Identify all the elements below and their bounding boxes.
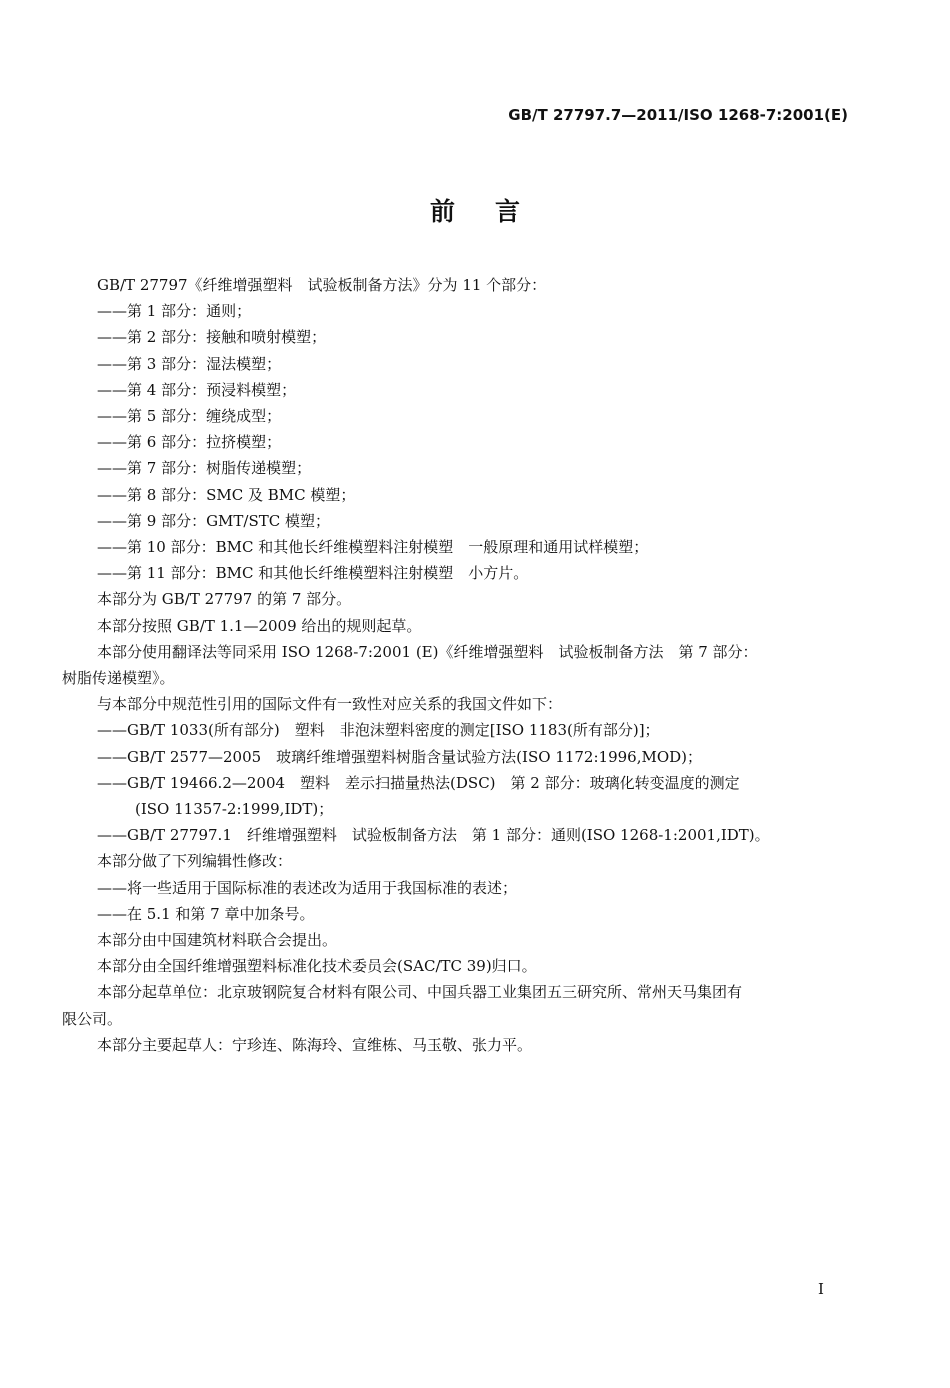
list-item: ——GB/T 19466.2—2004 塑料 差示扫描量热法(DSC) 第 2 部分：玻璃化转变温度的测定 bbox=[97, 773, 740, 792]
list-item: ——第 2 部分：接触和喷射模塑； bbox=[97, 328, 327, 347]
paragraph: 本部分由全国纤维增强塑料标准化技术委员会(SAC/TC 39)归口。 bbox=[97, 957, 537, 976]
list-item: ——第 4 部分：预浸料模塑； bbox=[97, 380, 297, 399]
list-item: ——第 3 部分：湿法模塑； bbox=[97, 354, 282, 373]
paragraph-continuation: 限公司。 bbox=[62, 1009, 123, 1028]
paragraph: 本部分由中国建筑材料联合会提出。 bbox=[97, 931, 338, 950]
standard-code-header: GB/T 27797.7—2011/ISO 1268-7:2001(E) bbox=[508, 106, 848, 124]
list-item-continuation: (ISO 11357-2:1999,IDT)； bbox=[135, 800, 334, 819]
list-item: ——第 1 部分：通则； bbox=[97, 302, 252, 321]
list-item: ——GB/T 1033(所有部分) 塑料 非泡沫塑料密度的测定[ISO 1183(所有部分)]； bbox=[97, 721, 660, 740]
page-number: I bbox=[818, 1280, 824, 1298]
list-item: ——第 11 部分：BMC 和其他长纤维模塑料注射模塑 小方片。 bbox=[97, 564, 529, 583]
paragraph: 本部分做了下列编辑性修改： bbox=[97, 852, 293, 871]
list-item: ——第 10 部分：BMC 和其他长纤维模塑料注射模塑 一般原理和通用试样模塑； bbox=[97, 538, 649, 557]
paragraph: 本部分为 GB/T 27797 的第 7 部分。 bbox=[97, 590, 352, 609]
list-item: ——第 5 部分：缠绕成型； bbox=[97, 407, 282, 426]
paragraph: 与本部分中规范性引用的国际文件有一致性对应关系的我国文件如下： bbox=[97, 695, 563, 714]
list-item: ——第 6 部分：拉挤模塑； bbox=[97, 433, 282, 452]
list-item: ——GB/T 2577—2005 玻璃纤维增强塑料树脂含量试验方法(ISO 1172:1996,MOD)； bbox=[97, 747, 703, 766]
paragraph: 本部分使用翻译法等同采用 ISO 1268-7:2001 (E)《纤维增强塑料 试验板制备方法 第 7 部分： bbox=[97, 642, 758, 661]
paragraph: 本部分按照 GB/T 1.1—2009 给出的规则起草。 bbox=[97, 616, 422, 635]
list-item: ——第 7 部分：树脂传递模塑； bbox=[97, 459, 312, 478]
paragraph: 本部分主要起草人：宁珍连、陈海玲、宣维栋、马玉敬、张力平。 bbox=[97, 1035, 533, 1054]
list-item: ——GB/T 27797.1 纤维增强塑料 试验板制备方法 第 1 部分：通则(ISO 1268-1:2001,IDT)。 bbox=[97, 826, 770, 845]
paragraph: GB/T 27797《纤维增强塑料 试验板制备方法》分为 11 个部分： bbox=[97, 276, 547, 294]
list-item: ——将一些适用于国际标准的表述改为适用于我国标准的表述； bbox=[97, 878, 518, 897]
foreword-body bbox=[62, 272, 862, 1058]
list-item: ——第 9 部分：GMT/STC 模塑； bbox=[97, 511, 331, 530]
paragraph-continuation: 树脂传递模塑》。 bbox=[62, 669, 175, 688]
page-title: 前言 bbox=[429, 197, 560, 226]
paragraph: 本部分起草单位：北京玻钢院复合材料有限公司、中国兵器工业集团五三研究所、常州天马集团有 bbox=[97, 983, 743, 1002]
list-item: ——第 8 部分：SMC 及 BMC 模塑； bbox=[97, 485, 356, 504]
list-item: ——在 5.1 和第 7 章中加条号。 bbox=[97, 904, 315, 923]
